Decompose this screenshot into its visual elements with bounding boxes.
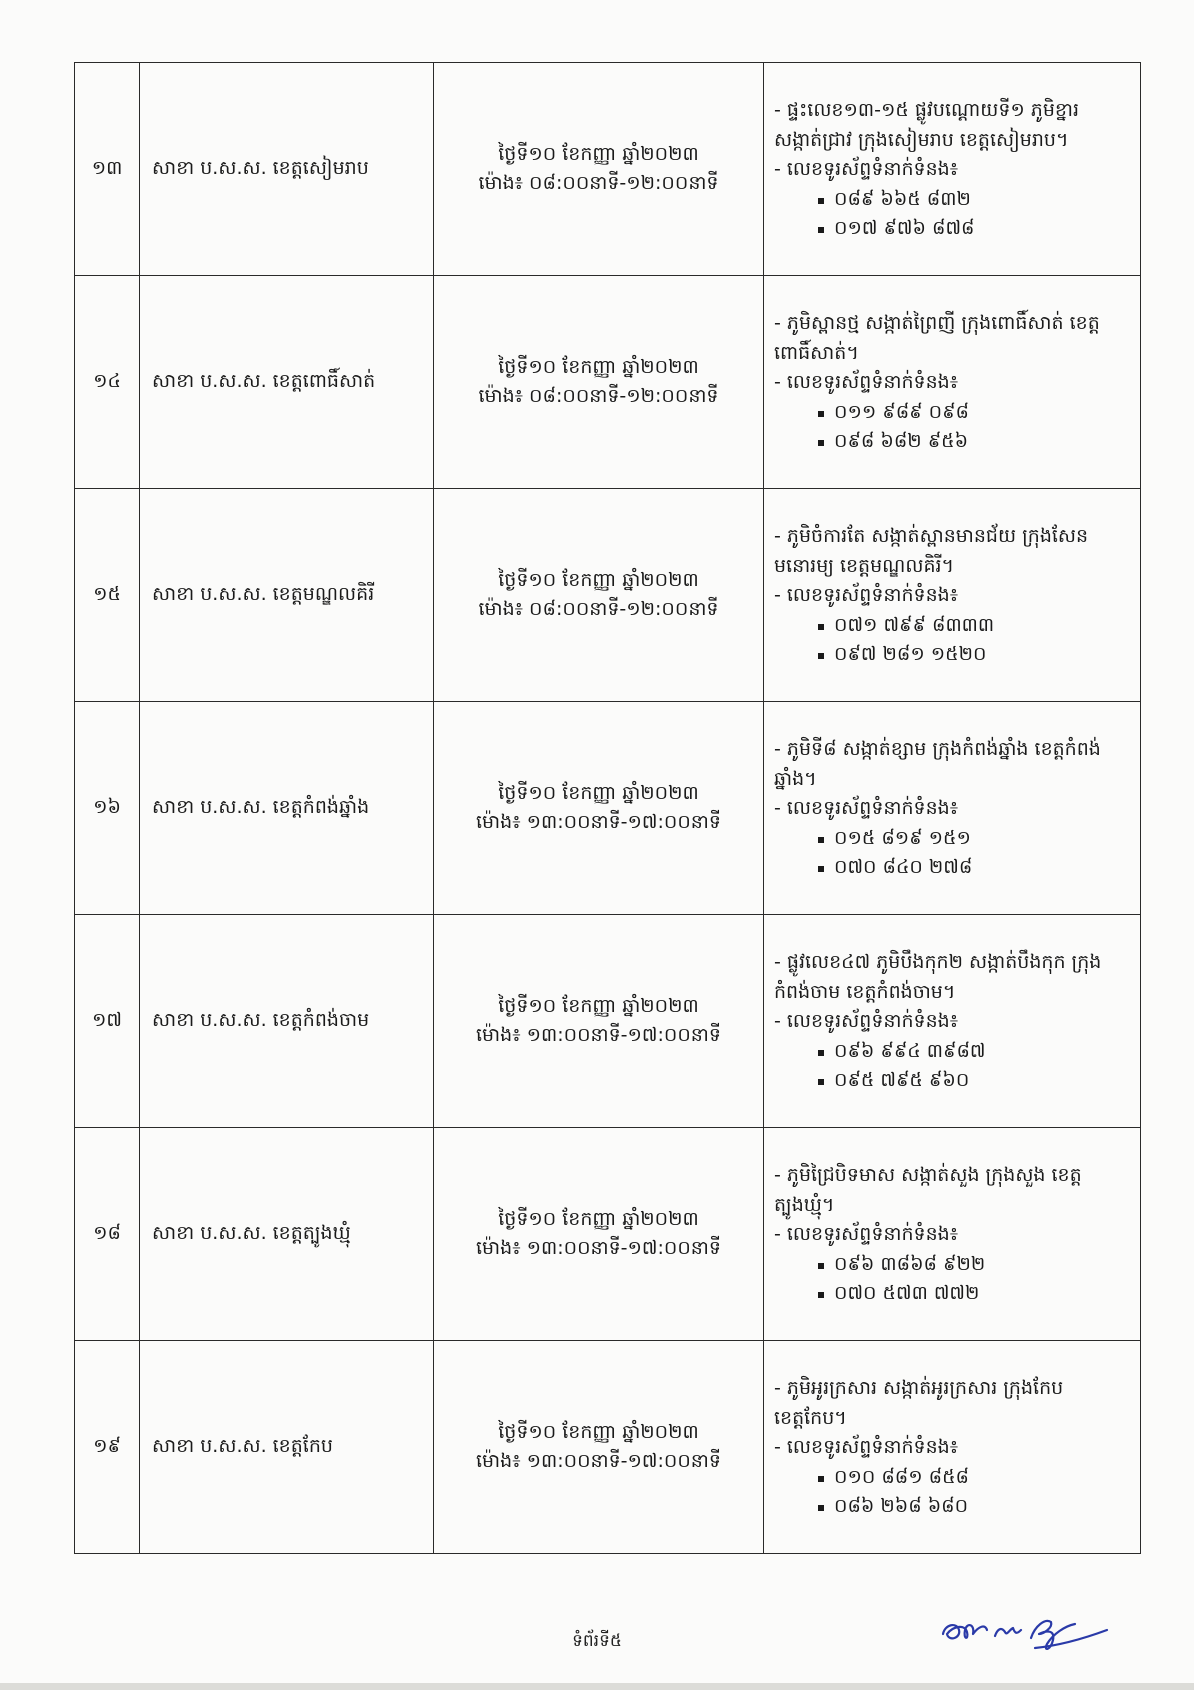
address-text: - ភូមិទី៨ សង្កាត់ខ្សាម ក្រុងកំពង់ឆ្នាំង ខេត្តកំពង់ឆ្នាំង។ xyxy=(774,738,1101,790)
phone-list xyxy=(774,1250,1132,1309)
phone-number: ០៧០ ៥៧៣ ៧៧២ xyxy=(818,1279,1132,1308)
address-text: - ផ្ទះលេខ១៣-១៥ ផ្លូវបណ្ដោយទី១ ភូមិខ្នារ សង្កាត់ជ្រាវ ក្រុងសៀមរាប ខេត្តសៀមរាប។ xyxy=(774,99,1080,151)
schedule-time: ម៉ោង៖ ១៣:០០នាទី-១៧:០០នាទី xyxy=(476,1237,721,1259)
address-text: - ភូមិចំការតែ សង្កាត់ស្ពានមានជ័យ ក្រុងសែនមនោរម្យ ខេត្តមណ្ឌលគិរី។ xyxy=(774,525,1089,577)
schedule-time: ម៉ោង៖ ០៨:០០នាទី-១២:០០នាទី xyxy=(478,172,719,194)
table-row xyxy=(75,276,1141,489)
phone-label: - លេខទូរស័ព្ទទំនាក់ទំនង៖ xyxy=(774,797,959,820)
phone-list xyxy=(774,1463,1132,1522)
phone-list xyxy=(774,824,1132,883)
phone-number: ០១៧ ៩៧៦ ៨៧៨ xyxy=(818,214,1132,243)
schedule-cell xyxy=(434,915,764,1128)
phone-list xyxy=(774,398,1132,457)
branch-name: សាខា ប.ស.ស. ខេត្តកែប xyxy=(140,1341,434,1554)
phone-list xyxy=(774,185,1132,244)
schedule-date: ថ្ងៃទី១០ ខែកញ្ញា ឆ្នាំ២០២៣ xyxy=(498,994,699,1017)
schedule-date: ថ្ងៃទី១០ ខែកញ្ញា ឆ្នាំ២០២៣ xyxy=(498,355,699,378)
table-row xyxy=(75,63,1141,276)
schedule-date: ថ្ងៃទី១០ ខែកញ្ញា ឆ្នាំ២០២៣ xyxy=(498,1207,699,1230)
schedule-time: ម៉ោង៖ ១៣:០០នាទី-១៧:០០នាទី xyxy=(476,811,721,833)
branch-name: សាខា ប.ស.ស. ខេត្តមណ្ឌលគិរី xyxy=(140,489,434,702)
row-number: ១៤ xyxy=(75,276,140,489)
phone-list xyxy=(774,611,1132,670)
schedule-cell xyxy=(434,702,764,915)
phone-label: - លេខទូរស័ព្ទទំនាក់ទំនង៖ xyxy=(774,371,959,394)
row-number: ១៣ xyxy=(75,63,140,276)
phone-number: ០១៥ ៨១៩ ១៥១ xyxy=(818,824,1132,853)
address-cell xyxy=(764,63,1141,276)
phone-number: ០៨៦ ២៦៨ ៦៨០ xyxy=(818,1492,1132,1521)
schedule-date: ថ្ងៃទី១០ ខែកញ្ញា ឆ្នាំ២០២៣ xyxy=(498,781,699,804)
phone-number: ០៩៨ ៦៨២ ៩៥៦ xyxy=(818,427,1132,456)
row-number: ១៦ xyxy=(75,702,140,915)
schedule-time: ម៉ោង៖ ១៣:០០នាទី-១៧:០០នាទី xyxy=(476,1024,721,1046)
branch-name: សាខា ប.ស.ស. ខេត្តកំពង់ចាម xyxy=(140,915,434,1128)
phone-number: ០១០ ៨៨១ ៨៥៨ xyxy=(818,1463,1132,1492)
address-text: - ភូមិស្ពានថ្ម សង្កាត់ព្រៃញី ក្រុងពោធិ៍សាត់ ខេត្តពោធិ៍សាត់។ xyxy=(774,312,1100,364)
address-text: - ផ្លូវលេខ៤៧ ភូមិបឹងកុក២ សង្កាត់បឹងកុក ក្រុងកំពង់ចាម ខេត្តកំពង់ចាម។ xyxy=(774,951,1102,1003)
address-cell xyxy=(764,1341,1141,1554)
phone-label: - លេខទូរស័ព្ទទំនាក់ទំនង៖ xyxy=(774,158,959,181)
address-text: - ភូមិជ្រៃបិទមាស សង្កាត់សួង ក្រុងសួង ខេត្តត្បូងឃ្មុំ។ xyxy=(774,1164,1082,1216)
table-row xyxy=(75,702,1141,915)
phone-number: ០១១ ៩៨៩ ០៩៨ xyxy=(818,398,1132,427)
row-number: ១៧ xyxy=(75,915,140,1128)
branch-name: សាខា ប.ស.ស. ខេត្តកំពង់ឆ្នាំង xyxy=(140,702,434,915)
row-number: ១៩ xyxy=(75,1341,140,1554)
schedule-cell xyxy=(434,489,764,702)
phone-number: ០៩៦ ៩៩៤ ៣៩៨៧ xyxy=(818,1037,1132,1066)
schedule-cell xyxy=(434,1128,764,1341)
row-number: ១៨ xyxy=(75,1128,140,1341)
phone-label: - លេខទូរស័ព្ទទំនាក់ទំនង៖ xyxy=(774,1436,959,1459)
row-number: ១៥ xyxy=(75,489,140,702)
address-cell xyxy=(764,489,1141,702)
schedule-date: ថ្ងៃទី១០ ខែកញ្ញា ឆ្នាំ២០២៣ xyxy=(498,1420,699,1443)
schedule-time: ម៉ោង៖ ១៣:០០នាទី-១៧:០០នាទី xyxy=(476,1450,721,1472)
phone-label: - លេខទូរស័ព្ទទំនាក់ទំនង៖ xyxy=(774,1010,959,1033)
phone-number: ០៩៦ ៣៨៦៨ ៩២២ xyxy=(818,1250,1132,1279)
address-cell xyxy=(764,1128,1141,1341)
table-row xyxy=(75,489,1141,702)
phone-number: ០៧១ ៧៩៩ ៨៣៣៣ xyxy=(818,611,1132,640)
address-cell xyxy=(764,915,1141,1128)
schedule-cell xyxy=(434,276,764,489)
schedule-date: ថ្ងៃទី១០ ខែកញ្ញា ឆ្នាំ២០២៣ xyxy=(498,568,699,591)
address-text: - ភូមិអូរក្រសារ សង្កាត់អូរក្រសារ ក្រុងកែប ខេត្តកែប។ xyxy=(774,1377,1064,1429)
table-row xyxy=(75,915,1141,1128)
schedule-time: ម៉ោង៖ ០៨:០០នាទី-១២:០០នាទី xyxy=(478,598,719,620)
phone-number: ០៩៥ ៧៩៥ ៩៦០ xyxy=(818,1066,1132,1095)
schedule-time: ម៉ោង៖ ០៨:០០នាទី-១២:០០នាទី xyxy=(478,385,719,407)
table-row xyxy=(75,1341,1141,1554)
phone-number: ០៩៧ ២៨១ ១៥២០ xyxy=(818,640,1132,669)
scan-bottom-edge xyxy=(0,1683,1194,1690)
address-cell xyxy=(764,702,1141,915)
phone-list xyxy=(774,1037,1132,1096)
schedule-cell xyxy=(434,1341,764,1554)
phone-label: - លេខទូរស័ព្ទទំនាក់ទំនង៖ xyxy=(774,1223,959,1246)
handwritten-signature xyxy=(935,1600,1115,1660)
branch-name: សាខា ប.ស.ស. ខេត្តសៀមរាប xyxy=(140,63,434,276)
phone-number: ០៧០ ៨៤០ ២៧៨ xyxy=(818,853,1132,882)
page-number: ទំព័រទី៥ xyxy=(572,1631,622,1651)
schedule-cell xyxy=(434,63,764,276)
phone-label: - លេខទូរស័ព្ទទំនាក់ទំនង៖ xyxy=(774,584,959,607)
phone-number: ០៨៩ ៦៦៥ ៨៣២ xyxy=(818,185,1132,214)
branch-name: សាខា ប.ស.ស. ខេត្តពោធិ៍សាត់ xyxy=(140,276,434,489)
schedule-date: ថ្ងៃទី១០ ខែកញ្ញា ឆ្នាំ២០២៣ xyxy=(498,142,699,165)
address-cell xyxy=(764,276,1141,489)
branch-name: សាខា ប.ស.ស. ខេត្តត្បូងឃ្មុំ xyxy=(140,1128,434,1341)
branch-schedule-table xyxy=(74,62,1141,1554)
table-row xyxy=(75,1128,1141,1341)
